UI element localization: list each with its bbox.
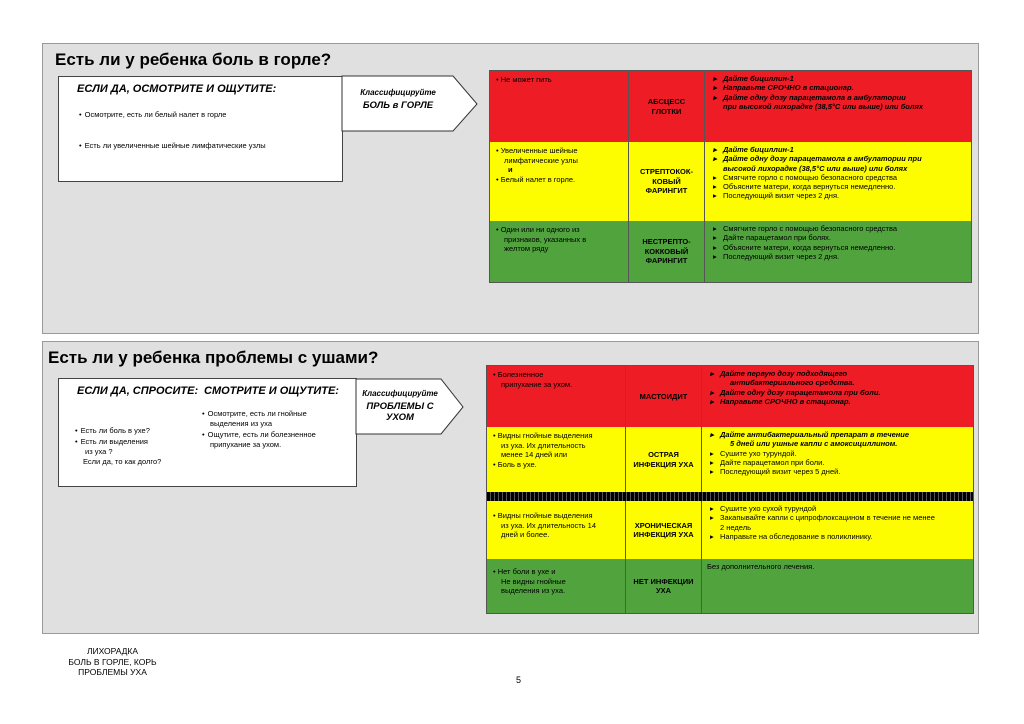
sign-line: • Не может пить xyxy=(496,75,552,84)
arrow-bullet-icon: ▸ xyxy=(710,369,714,378)
treatment-line: ▸ Дайте парацетамол при боли. xyxy=(710,457,825,467)
sign-line: лимфатические узлы xyxy=(504,155,578,165)
signs-cell xyxy=(487,559,625,613)
treatment-line: 2 недель xyxy=(720,522,751,532)
footer-line: БОЛЬ В ГОРЛЕ, КОРЬ xyxy=(68,656,157,667)
throat-panel xyxy=(42,43,979,334)
classification-cell: АБСЦЕСС ГЛОТКИ xyxy=(628,71,705,142)
treatment-line: ▸ Последующий визит через 2 дня. xyxy=(713,251,840,261)
sign-connector: и xyxy=(508,165,513,174)
arrow-bullet-icon: ▸ xyxy=(713,182,717,192)
treatment-line: ▸ Дайте бициллин-1 xyxy=(713,74,794,83)
treatment-line: ▸ Дайте парацетамол при болях. xyxy=(713,233,831,243)
ear-look-heading: СМОТРИТЕ И ОЩУТИТЕ: xyxy=(204,385,339,397)
arrow-bullet-icon: ▸ xyxy=(713,154,717,164)
footer-caption xyxy=(55,646,170,678)
throat-ask-item: • Осмотрите, есть ли белый налет в горле xyxy=(79,110,227,119)
arrow-bullet-icon: ▸ xyxy=(710,448,714,458)
ear-title: Есть ли у ребенка проблемы с ушами? xyxy=(48,348,379,367)
throat-classify-label: Классифицируйте xyxy=(360,88,436,97)
ear-ask-item: Если да, то как долго? xyxy=(83,457,162,466)
table-row xyxy=(487,427,973,492)
signs-cell xyxy=(487,501,625,559)
signs-cell xyxy=(490,142,628,221)
treatment-line: ▸ Дайте бициллин-1 xyxy=(713,145,794,154)
treatment-line: 5 дней или ушные капли с амоксициллином. xyxy=(730,439,898,449)
arrow-bullet-icon: ▸ xyxy=(713,83,717,93)
treatment-line: высокой лихорадке (38,5°С или выше) или болях xyxy=(723,163,908,173)
throat-classify-arrow xyxy=(341,75,479,133)
treatment-line: ▸ Дайте одну дозу парацетамола при боли. xyxy=(710,387,881,397)
treatment-cell xyxy=(702,427,973,492)
sign-line: • Болезненное xyxy=(493,370,544,379)
ear-classify-label: Классифицируйте xyxy=(362,389,438,398)
treatment-line: ▸ Объясните матери, когда вернуться немедленно. xyxy=(713,182,896,192)
page-number: 5 xyxy=(516,675,522,685)
arrow-bullet-icon: ▸ xyxy=(713,172,717,182)
classification-cell: ОСТРАЯ ИНФЕКЦИЯ УХА xyxy=(625,427,702,492)
classification-cell: СТРЕПТОКОК-КОВЫЙ ФАРИНГИТ xyxy=(628,142,705,221)
arrow-bullet-icon: ▸ xyxy=(710,387,714,397)
ear-classify-arrow xyxy=(355,378,465,436)
arrow-bullet-icon: ▸ xyxy=(710,467,714,477)
table-row xyxy=(487,501,973,560)
treatment-line: ▸ Направьте СРОЧНО в стационар. xyxy=(710,396,851,406)
sign-line: • Видны гнойные выделения xyxy=(493,511,593,520)
sign-line: признаков, указанных в xyxy=(504,234,587,244)
signs-cell xyxy=(487,366,625,427)
treatment-line: ▸ Объясните матери, когда вернуться немедленно. xyxy=(713,242,896,252)
sign-line: • Один или ни одного из xyxy=(496,225,580,234)
table-row xyxy=(490,221,971,282)
treatment-cell xyxy=(702,366,973,427)
sign-line: • Видны гнойные выделения xyxy=(493,431,593,440)
treatment-line: ▸ Дайте одну дозу парацетамола в амбулатории xyxy=(713,92,906,102)
treatment-cell xyxy=(705,71,971,142)
treatment-line: ▸ Смягчите горло с помощью безопасного средства xyxy=(713,224,898,233)
table-row xyxy=(487,559,973,613)
treatment-line: при высокой лихорадке (38,5°С или выше) или болях xyxy=(723,101,924,111)
sign-line: из уха. Их длительность xyxy=(501,440,586,450)
arrow-bullet-icon: ▸ xyxy=(710,531,714,541)
sign-line: Не видны гнойные xyxy=(501,576,566,586)
treatment-line: ▸ Закапывайте капли с ципрофлоксацином в течение не менее xyxy=(710,513,935,523)
throat-classify-target: БОЛЬ в ГОРЛЕ xyxy=(362,100,434,111)
sign-line: • Белый налет в горле. xyxy=(496,174,576,184)
treatment-line: ▸ Направьте на обследование в поликлинику. xyxy=(710,531,873,541)
ear-look-item: припухание за ухом. xyxy=(210,440,282,449)
throat-assess-box xyxy=(58,76,343,182)
treatment-line: ▸ Сушите ухо сухой турундой xyxy=(710,504,817,513)
ear-panel xyxy=(42,341,979,634)
treatment-cell xyxy=(705,221,971,282)
footer-line: ЛИХОРАДКА xyxy=(86,646,139,656)
arrow-bullet-icon: ▸ xyxy=(713,145,717,154)
classification-cell: НЕТ ИНФЕКЦИИ УХА xyxy=(625,559,702,613)
treatment-line: ▸ Смягчите горло с помощью безопасного средства xyxy=(713,172,898,182)
arrow-bullet-icon: ▸ xyxy=(710,457,714,467)
treatment-cell xyxy=(702,501,973,559)
treatment-cell xyxy=(702,559,973,613)
ear-look-item: • Осмотрите, есть ли гнойные xyxy=(202,409,307,418)
sign-line: менее 14 дней или xyxy=(501,450,568,459)
arrow-bullet-icon: ▸ xyxy=(713,251,717,261)
treatment-line: Без дополнительного лечения. xyxy=(707,562,815,571)
arrow-bullet-icon: ▸ xyxy=(713,92,717,102)
ear-ask-item: • Есть ли выделения xyxy=(75,437,148,446)
treatment-cell xyxy=(705,142,971,221)
arrow-bullet-icon: ▸ xyxy=(713,224,717,233)
treatment-line: ▸ Направьте СРОЧНО в стационар. xyxy=(713,83,854,93)
ear-ask-item: из уха ? xyxy=(85,447,113,456)
sign-line: • Боль в ухе. xyxy=(493,459,537,469)
ear-assess-box xyxy=(58,378,357,487)
arrow-bullet-icon: ▸ xyxy=(710,430,714,439)
arrow-bullet-icon: ▸ xyxy=(710,396,714,406)
treatment-line: ▸ Дайте первую дозу подходящего xyxy=(710,369,848,378)
throat-ask-heading: ЕСЛИ ДА, ОСМОТРИТЕ И ОЩУТИТЕ: xyxy=(77,83,277,95)
classification-cell: ХРОНИЧЕСКАЯ ИНФЕКЦИЯ УХА xyxy=(625,501,702,559)
throat-ask-item: • Есть ли увеличенные шейные лимфатические узлы xyxy=(79,141,266,150)
sign-line: • Нет боли в ухе и xyxy=(493,567,556,576)
ear-classify-target: ПРОБЛЕМЫ С УХОМ xyxy=(366,401,434,423)
arrow-bullet-icon: ▸ xyxy=(710,504,714,513)
footer-line: ПРОБЛЕМЫ УХА xyxy=(78,667,147,677)
treatment-line: ▸ Последующий визит через 5 дней. xyxy=(710,467,841,477)
classification-cell: НЕСТРЕПТО-КОККОВЫЙ ФАРИНГИТ xyxy=(628,221,705,282)
table-row xyxy=(490,71,971,143)
signs-cell xyxy=(490,71,628,142)
arrow-bullet-icon: ▸ xyxy=(713,74,717,83)
table-row xyxy=(487,366,973,428)
arrow-bullet-icon: ▸ xyxy=(713,242,717,252)
sign-line: • Увеличенные шейные xyxy=(496,146,578,155)
sign-line: из уха. Их длительность 14 xyxy=(501,520,597,530)
ear-look-item: выделения из уха xyxy=(210,419,272,428)
treatment-line: ▸ Дайте антибактериальный препарат в течение xyxy=(710,430,910,439)
treatment-line: антибактериального средства. xyxy=(730,378,855,388)
throat-classification-table xyxy=(489,70,972,283)
signs-cell xyxy=(490,221,628,282)
ear-ask-item: • Есть ли боль в ухе? xyxy=(75,426,150,435)
treatment-line: ▸ Сушите ухо турундой. xyxy=(710,448,797,458)
sign-line: желтом ряду xyxy=(504,244,549,253)
ear-look-item: • Ощутите, есть ли болезненное xyxy=(202,430,316,439)
sign-line: припухание за ухом. xyxy=(501,379,573,389)
throat-title: Есть ли у ребенка боль в горле? xyxy=(55,50,332,69)
sign-line: дней и более. xyxy=(501,530,550,539)
arrow-bullet-icon: ▸ xyxy=(713,233,717,243)
ear-classification-table xyxy=(486,365,974,614)
signs-cell xyxy=(487,427,625,492)
treatment-line: ▸ Дайте одну дозу парацетамола в амбулатории при xyxy=(713,154,922,164)
ear-ask-heading: ЕСЛИ ДА, СПРОСИТЕ: xyxy=(77,385,199,397)
arrow-bullet-icon: ▸ xyxy=(713,191,717,201)
classification-cell: МАСТОИДИТ xyxy=(625,366,702,427)
table-row xyxy=(490,142,971,222)
arrow-bullet-icon: ▸ xyxy=(710,513,714,523)
sign-line: выделения из уха. xyxy=(501,586,566,595)
row-separator-stripe xyxy=(487,492,973,501)
treatment-line: ▸ Последующий визит через 2 дня. xyxy=(713,191,840,201)
